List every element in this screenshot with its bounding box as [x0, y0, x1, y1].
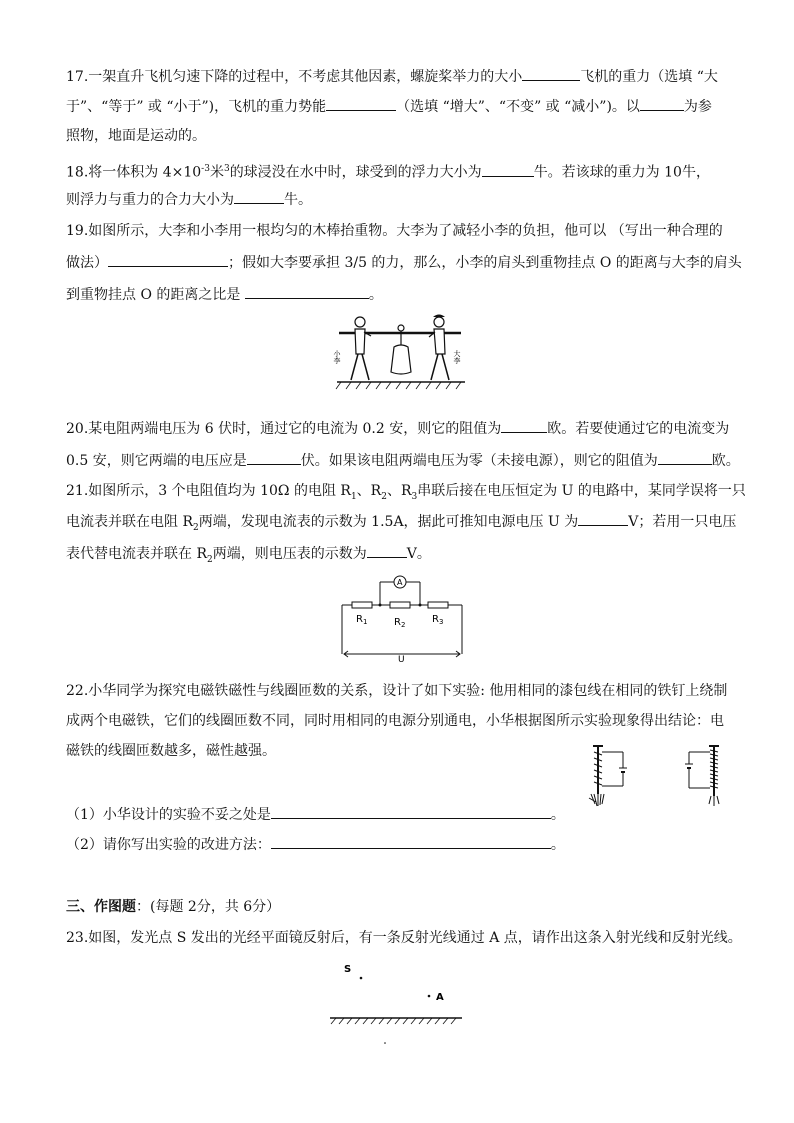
point-s: [360, 977, 363, 980]
answer-blank[interactable]: [108, 252, 228, 267]
answer-blank[interactable]: [658, 450, 712, 465]
section-heading: 三、作图题：(每题 2分，共 6分）: [66, 899, 281, 915]
q22-line3: 磁铁的线圈匝数越多，磁性越强。: [66, 743, 276, 759]
label-xiaoli: 小李: [333, 350, 341, 364]
electromagnet-figure: [579, 742, 729, 812]
q18-line2: 则浮力与重力的合力大小为 牛。: [66, 189, 312, 210]
q22-line1: 22.小华同学为探究电磁铁磁性与线圈匝数的关系，设计了如下实验: 他用相同的漆包线在相同的铁钉上绕制: [66, 683, 728, 699]
q17-line1: 17.一架直升飞机匀速下降的过程中，不考虑其他因素，螺旋桨举力的大小 飞机的重力（选填 “大: [66, 66, 718, 87]
answer-blank[interactable]: [482, 162, 534, 177]
ammeter-label: A: [397, 578, 403, 587]
q21-line2: 电流表并联在电阻 $R_2$两端，发现电流表的示数为 1.5A，据此可推知电源电压 U 为 V；若用一只电压: [66, 511, 736, 538]
point-a: [428, 995, 431, 998]
q19-line1: 19.如图所示，大李和小李用一根均匀的木棒抬重物。大李为了减轻小李的负担，他可以 （写出一种合理的: [66, 223, 723, 239]
u-label: U: [398, 655, 405, 664]
answer-blank[interactable]: [271, 804, 551, 819]
r1-label: $R_1$: [356, 614, 368, 626]
answer-blank[interactable]: [578, 511, 628, 526]
q22-part2: （2）请你写出实验的改进方法： 。: [66, 834, 565, 855]
point-a-label: A: [436, 992, 444, 1003]
r2-label: $R_2$: [394, 617, 406, 629]
answer-blank[interactable]: [522, 66, 580, 81]
answer-blank[interactable]: [247, 450, 301, 465]
q20-line1: 20.某电阻两端电压为 6 伏时，通过它的电流为 0.2 安，则它的阻值为 欧。若要使通过它的电流变为: [66, 418, 729, 439]
q18-line1: 18.将一体积为 $4\times 10^{-3}$米$^3$的球浸没在水中时，球受到的浮力大小为 牛。若该球的重力为 10牛，: [66, 159, 710, 183]
q19-line3: 到重物挂点 O 的距离之比是 。: [66, 284, 383, 305]
answer-blank[interactable]: [640, 96, 684, 111]
answer-blank[interactable]: [326, 96, 396, 111]
answer-blank[interactable]: [367, 543, 407, 558]
answer-blank[interactable]: [234, 189, 284, 204]
mirror-figure: [326, 958, 468, 1048]
q17-line3: 照物，地面是运动的。: [66, 128, 206, 144]
q17-line2: 于”、“等于” 或 “小于”)，飞机的重力势能 （选填 “增大”、“不变” 或 “减小”)。以 为参: [66, 96, 712, 117]
answer-blank[interactable]: [501, 418, 547, 433]
label-dali: 大李: [453, 350, 461, 364]
q21-line1: 21.如图所示，3 个电阻值均为 10Ω 的电阻 $R_1$、$R_2$、$R_3$串联后接在电压恒定为 U 的电路中，某同学误将一只: [66, 483, 746, 502]
q22-line2: 成两个电磁铁，它们的线圈匝数不同，同时用相同的电源分别通电，小华根据图所示实验现象得出结论：电: [66, 713, 724, 729]
answer-blank[interactable]: [245, 284, 369, 299]
carrying-pole-figure: [333, 310, 469, 410]
answer-blank[interactable]: [271, 834, 551, 849]
circuit-figure: [338, 572, 466, 664]
q23-line1: 23.如图，发光点 S 发出的光经平面镜反射后，有一条反射光线通过 A 点，请作出这条入射光线和反射光线。: [66, 930, 742, 946]
q20-line2: 0.5 安，则它两端的电压应是 伏。如果该电阻两端电压为零（未接电源），则它的阻值为 欧。: [66, 450, 740, 471]
r3-label: $R_3$: [432, 614, 444, 626]
point-s-label: S: [344, 964, 352, 975]
q19-line2: 做法） ；假如大李要承担 3/5 的力，那么，小李的肩头到重物挂点 O 的距离与大李的肩头: [66, 252, 742, 273]
q22-part1: （1）小华设计的实验不妥之处是 。: [66, 804, 565, 825]
q21-line3: 表代替电流表并联在 $R_2$两端，则电压表的示数为 V。: [66, 543, 431, 570]
